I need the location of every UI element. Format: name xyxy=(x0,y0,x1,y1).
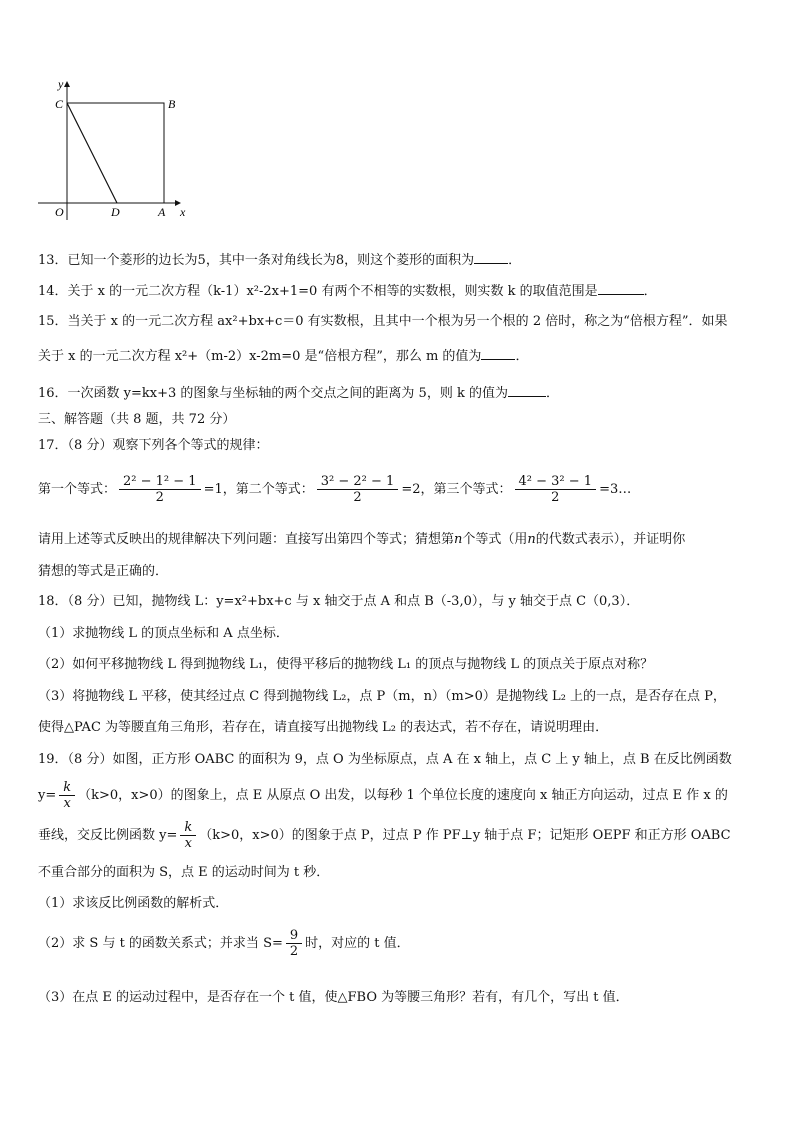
label-y: y xyxy=(58,77,64,91)
q17-second-num: 3² − 2² − 1 xyxy=(317,474,399,490)
q17-third-res: =3… xyxy=(599,482,632,497)
q19-line1: 19．（8 分）如图，正方形 OABC 的面积为 9，点 O 为坐标原点，点 A 在 x 轴上，点 C 上 y 轴上，点 B 在反比例函数 xyxy=(38,752,732,767)
q15-blank xyxy=(481,347,515,360)
question-18-part3b xyxy=(38,719,758,737)
label-b: B xyxy=(168,97,176,111)
q13-blank xyxy=(474,251,508,264)
question-19-line1 xyxy=(38,751,758,769)
figure-svg xyxy=(30,70,200,230)
q17-first-num: 2² − 1² − 1 xyxy=(119,474,201,490)
label-o: O xyxy=(55,205,64,219)
segment-cd xyxy=(67,103,117,203)
q19-line3-pre: 垂线，交反比例函数 y= xyxy=(38,828,178,843)
q19-p1: （1）求该反比例函数的解析式． xyxy=(38,896,229,911)
q19-p2-post: 时，对应的 t 值． xyxy=(305,936,410,951)
q19-x2: x xyxy=(184,836,192,851)
question-19-part2 xyxy=(38,928,758,960)
question-19-part1 xyxy=(38,895,758,913)
question-17-equations xyxy=(38,474,758,506)
q19-k2: k xyxy=(180,820,196,836)
q13-tail: ． xyxy=(508,253,522,268)
q17-first-label: 第一个等式： xyxy=(38,482,117,497)
q17-second-res: =2， xyxy=(401,482,434,497)
q17-first-res: =1， xyxy=(203,482,236,497)
question-17-line4 xyxy=(38,563,758,581)
question-15-line2 xyxy=(38,347,758,366)
q14-blank xyxy=(598,282,644,295)
q19-nine-halves xyxy=(286,928,302,959)
question-18-part2 xyxy=(38,656,758,674)
label-a: A xyxy=(158,205,166,219)
q19-p2-pre: （2）求 S 与 t 的函数关系式；并求当 S= xyxy=(38,936,283,951)
section3-text: 三、解答题（共 8 题，共 72 分） xyxy=(38,412,236,427)
q17-line3b: 个等式（用 xyxy=(462,532,528,547)
q19-line2-post: （k>0，x>0）的图象上，点 E 从原点 O 出发，以每秒 1 个单位长度的速度向 x 轴正方向运动，过点 E 作 x 的 xyxy=(78,788,728,803)
q17-line3c: 的代数式表示），并证明你 xyxy=(535,532,686,547)
q16-text: 16．一次函数 y=kx+3 的图象与坐标轴的两个交点之间的距离为 5，则 k 的值为 xyxy=(38,386,508,401)
q19-k-over-x-1 xyxy=(59,780,75,811)
q13-text: 13．已知一个菱形的边长为5，其中一条对角线长为8，则这个菱形的面积为 xyxy=(38,253,475,268)
question-16 xyxy=(38,384,758,403)
question-18-part1 xyxy=(38,625,758,643)
q17-n2: n xyxy=(527,532,536,547)
question-15-line1 xyxy=(38,313,758,331)
q16-tail: ． xyxy=(545,386,559,401)
q19-k1: k xyxy=(59,780,75,796)
q17-third-frac xyxy=(515,474,597,505)
label-x: x xyxy=(180,205,186,219)
q19-k-over-x-2 xyxy=(180,820,196,851)
q17-third-num: 4² − 3² − 1 xyxy=(515,474,597,490)
q18-title: 18．（8 分）已知，抛物线 L：y=x²+bx+c 与 x 轴交于点 A 和点 B（-3,0），与 y 轴交于点 C（0,3）． xyxy=(38,594,640,609)
q14-tail: ． xyxy=(643,284,657,299)
q18-p3b: 使得△PAC 为等腰直角三角形，若存在，请直接写出抛物线 L₂ 的表达式，若不存在，请说明理由． xyxy=(38,720,609,735)
q17-line4: 猜想的等式是正确的． xyxy=(38,564,169,579)
question-18-title xyxy=(38,593,758,611)
q17-first-frac xyxy=(119,474,201,505)
question-19-part3 xyxy=(38,989,758,1007)
question-18-part3a xyxy=(38,688,758,706)
q19-nine: 9 xyxy=(286,928,302,944)
section-3-heading xyxy=(38,411,758,429)
q17-n1: n xyxy=(454,532,463,547)
q18-p2: （2）如何平移抛物线 L 得到抛物线 L₁，使得平移后的抛物线 L₁ 的顶点与抛物线 L 的顶点关于原点对称？ xyxy=(38,657,654,672)
question-19-line3 xyxy=(38,820,758,852)
q17-second-den: 2 xyxy=(353,490,362,505)
q18-p3a: （3）将抛物线 L 平移，使其经过点 C 得到抛物线 L₂，点 P（m，n）（m>0）是抛物线 L₂ 上的一点，是否存在点 P， xyxy=(38,689,726,704)
label-d: D xyxy=(111,205,120,219)
q17-third-label: 第三个等式： xyxy=(433,482,512,497)
q17-title: 17．（8 分）观察下列各个等式的规律： xyxy=(38,438,269,453)
q15-line1: 15．当关于 x 的一元二次方程 ax²+bx+c＝0 有实数根，且其中一个根为另一个根的 2 倍时，称之为“倍根方程”．如果 xyxy=(38,314,728,329)
q19-line2-pre: y= xyxy=(38,788,57,803)
question-17-line3 xyxy=(38,531,758,549)
q17-third-den: 2 xyxy=(551,490,560,505)
q15-line2: 关于 x 的一元二次方程 x²+（m-2）x-2m=0 是“倍根方程”，那么 m 的值为 xyxy=(38,349,482,364)
q16-blank xyxy=(508,384,546,397)
question-17-title xyxy=(38,437,758,455)
q14-text: 14．关于 x 的一元二次方程（k-1）x²-2x+1=0 有两个不相等的实数根，则实数 k 的取值范围是 xyxy=(38,284,598,299)
q17-first-den: 2 xyxy=(155,490,164,505)
question-19-line2 xyxy=(38,780,758,812)
q19-x1: x xyxy=(63,796,71,811)
label-c: C xyxy=(55,97,64,111)
question-19-line4 xyxy=(38,864,758,882)
q17-second-label: 第二个等式： xyxy=(235,482,314,497)
q18-p1: （1）求抛物线 L 的顶点坐标和 A 点坐标． xyxy=(38,626,289,641)
coordinate-figure xyxy=(30,70,200,230)
q19-line3-post: （k>0，x>0）的图象于点 P，过点 P 作 PF⊥y 轴于点 F；记矩形 OEPF 和正方形 OABC xyxy=(199,828,731,843)
q19-two: 2 xyxy=(289,944,299,959)
q17-second-frac xyxy=(317,474,399,505)
q19-p3: （3）在点 E 的运动过程中，是否存在一个 t 值，使△FBO 为等腰三角形？若有，有几个，写出 t 值． xyxy=(38,990,629,1005)
question-14 xyxy=(38,282,758,301)
q15-tail: ． xyxy=(515,349,529,364)
square-oabc xyxy=(67,103,164,203)
question-13 xyxy=(38,251,758,270)
q17-line3a: 请用上述等式反映出的规律解决下列问题：直接写出第四个等式；猜想第 xyxy=(38,532,455,547)
q19-line4: 不重合部分的面积为 S，点 E 的运动时间为 t 秒． xyxy=(38,865,330,880)
